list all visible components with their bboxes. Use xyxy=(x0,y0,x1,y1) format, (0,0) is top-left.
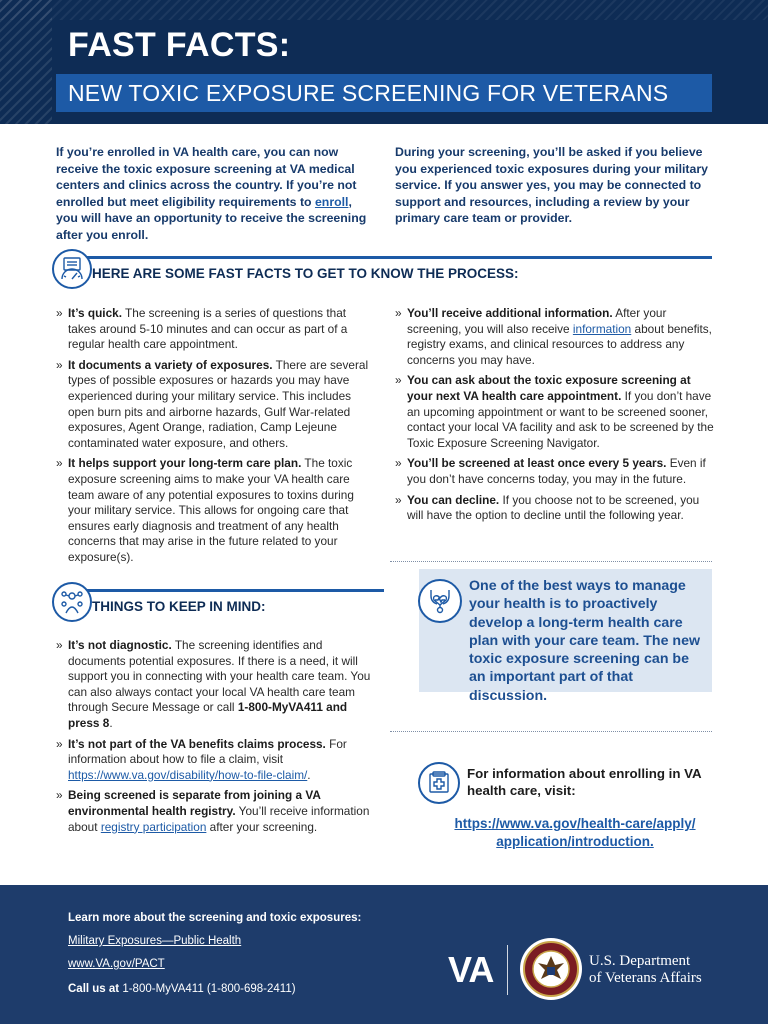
footer-call-line: Call us at 1-800-MyVA411 (1-800-698-2411) xyxy=(68,983,296,995)
gauge-checklist-icon xyxy=(52,249,92,289)
keep-section-heading xyxy=(52,582,384,622)
header-hatch-top-decoration xyxy=(0,0,768,20)
facts-section-title: HERE ARE SOME FAST FACTS TO GET TO KNOW THE PROCESS: xyxy=(92,266,519,281)
keep-section-title: THINGS TO KEEP IN MIND: xyxy=(92,599,266,614)
enroll-link[interactable]: enroll xyxy=(314,194,349,209)
list-item: » You’ll receive additional information. After your screening, you will also receive information about benefits, registry exams, and clinical resources to address any concerns you may have. xyxy=(395,306,717,368)
facts-section-rule xyxy=(76,256,712,259)
subtitle-bar xyxy=(56,74,712,112)
information-link[interactable]: information xyxy=(572,321,632,336)
list-item: » It’s not part of the VA benefits claims process. For information about how to file a claim, visit https://www.va.gov/disability/how-to-file-claim/. xyxy=(56,737,374,784)
facts-section-heading xyxy=(52,249,714,289)
registry-participation-link[interactable]: registry participation xyxy=(100,819,207,834)
list-item: » You can ask about the toxic exposure screening at your next VA health care appointment. If you don’t have an upcoming appointment or want to be screened sooner, contact your local VA facility and ask to be screened by the Toxic Exposure Screening Navigator. xyxy=(395,373,717,451)
callout-divider-bottom xyxy=(390,731,712,732)
va-seal-icon xyxy=(520,938,582,1000)
callout-divider-top xyxy=(390,561,712,562)
header-banner xyxy=(0,0,768,124)
va-logo: VA xyxy=(448,949,494,990)
facts-left-list xyxy=(56,306,376,571)
stethoscope-heart-icon xyxy=(418,579,462,623)
footer xyxy=(0,885,768,1024)
medical-document-icon xyxy=(418,762,460,804)
list-item: » It’s quick. The screening is a series of questions that takes around 5-10 minutes and can occur as part of a regular health care appointment. xyxy=(56,306,376,353)
health-care-apply-link[interactable]: https://www.va.gov/health-care/apply/ application/introduction. xyxy=(454,816,696,849)
list-item: » It’s not diagnostic. The screening identifies and documents potential exposures. If there is a need, it will support you in connecting with your health care team. You can also always contact your local VA health care team through Secure Message or call 1-800-MyVA411 and press 8. xyxy=(56,638,374,732)
file-claim-link[interactable]: https://www.va.gov/disability/how-to-file-claim/ xyxy=(68,767,308,782)
list-item: » You can decline. If you choose not to be screened, you will have the option to decline until the following year. xyxy=(395,493,717,524)
intro-left-paragraph: If you’re enrolled in VA health care, you can now receive the toxic exposure screening at VA medical centers and clinics across the country. If you’re not enrolled but meet eligibility requirements to enroll, you will have an opportunity to receive the screening after you enroll. xyxy=(56,145,367,242)
callout-box xyxy=(419,569,712,704)
list-item: » It helps support your long-term care plan. The toxic exposure screening aims to make your VA health care team aware of any potential exposures to toxins during your military service. This allows for ongoing care that ensures early diagnosis and treatment of any health concerns that may arise in the future related to your exposure(s). xyxy=(56,456,376,565)
footer-title: Learn more about the screening and toxic exposures: xyxy=(68,912,362,924)
molecule-person-icon xyxy=(52,582,92,622)
keep-list xyxy=(56,638,374,840)
keep-section-rule xyxy=(76,589,384,592)
list-item: » You’ll be screened at least once every 5 years. Even if you don’t have concerns today, you may in the future. xyxy=(395,456,717,487)
facts-right-list xyxy=(395,306,717,529)
military-exposures-link[interactable]: Military Exposures—Public Health xyxy=(68,935,242,947)
page-title: FAST FACTS: xyxy=(68,26,291,64)
list-item: » Being screened is separate from joining a VA environmental health registry. You’ll receive information about registry participation after your screening. xyxy=(56,788,374,835)
va-pact-link[interactable]: www.VA.gov/PACT xyxy=(68,958,165,970)
logo-divider xyxy=(507,945,508,995)
enroll-info-text: For information about enrolling in VA health care, visit: xyxy=(467,766,702,798)
department-name: U.S. Department of Veterans Affairs xyxy=(589,953,702,986)
callout-text: One of the best ways to manage your health is to proactively develop a long-term health care plan with your care team. The new toxic exposure screening can be an important part of that discussion. xyxy=(469,578,700,704)
list-item: » It documents a variety of exposures. There are several types of possible exposures or hazards you may have experienced during your military service. This includes open burn pits and airborne hazards, Gulf War-related exposures, Agent Orange, radiation, Camp Lejeune contaminated water exposure, and others. xyxy=(56,358,376,452)
intro-right-paragraph: During your screening, you’ll be asked if you believe you experienced toxic exposures during your military service. If you answer yes, you may be connected to support and resources, including a review by your primary care team or provider. xyxy=(395,145,708,226)
page-subtitle: NEW TOXIC EXPOSURE SCREENING FOR VETERANS xyxy=(68,80,669,106)
